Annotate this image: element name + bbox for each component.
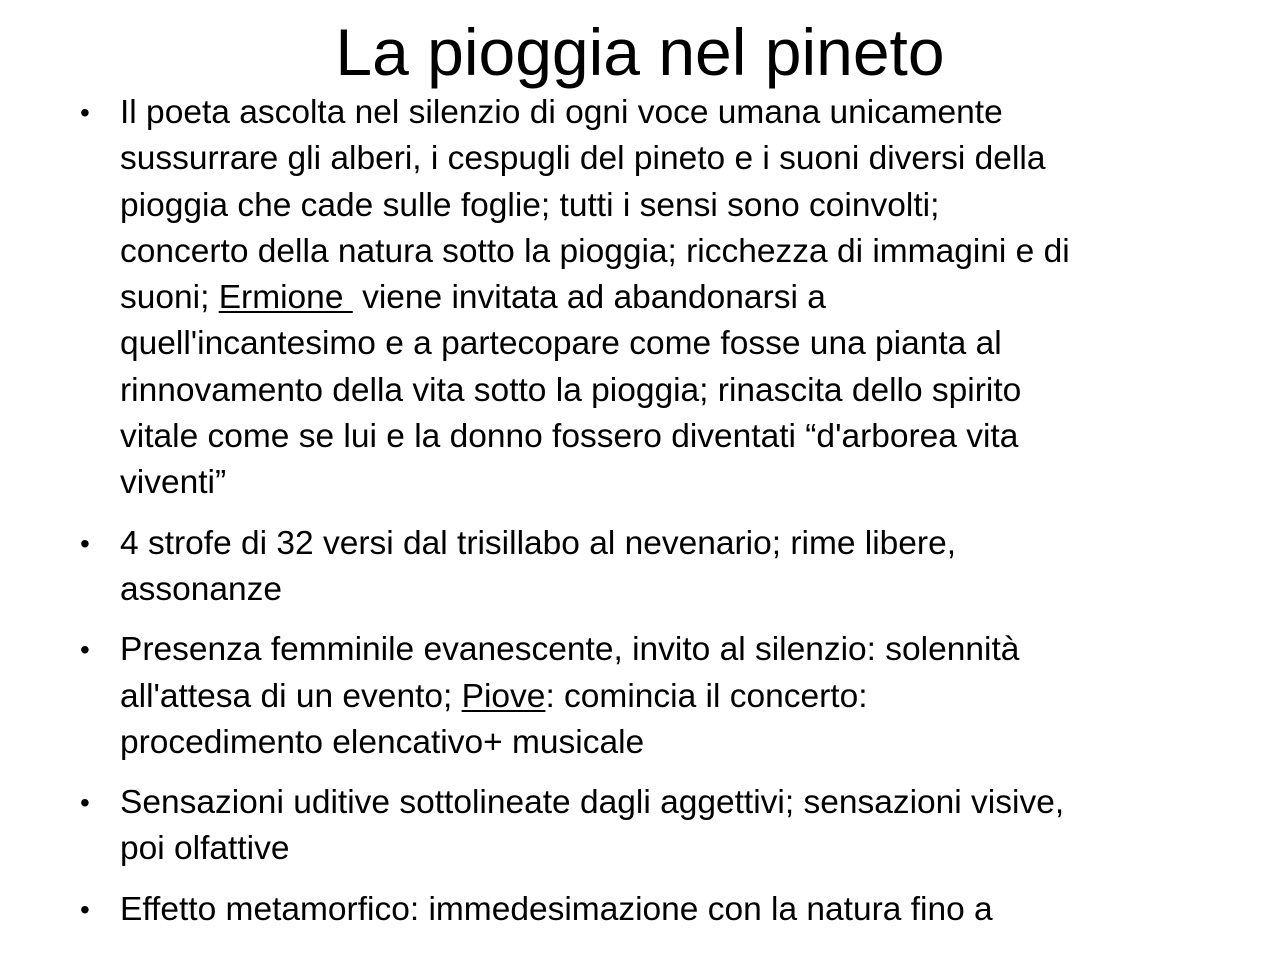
bullet-text — [120, 627, 1280, 766]
text-line: sussurrare gli alberi, i cespugli del pineto e i suoni diversi della — [120, 140, 1046, 178]
text-line: all'attesa di un evento; Piove: comincia il concerto: — [120, 677, 868, 715]
bullet-text — [120, 780, 1280, 873]
text-line: concerto della natura sotto la pioggia; ricchezza di immagini e di — [120, 232, 1070, 270]
text-line: procedimento elencativo+ musicale — [120, 723, 645, 761]
bullet-dot-icon: • — [80, 527, 90, 559]
bullet-list — [0, 90, 1280, 947]
text-line: 4 strofe di 32 versi dal trisillabo al nevenario; rime libere, — [120, 524, 957, 562]
text-line: Effetto metamorfico: immedesimazione con la natura fino a — [120, 890, 993, 928]
text-line: suoni; Ermione viene invitata ad abandonarsi a — [120, 279, 826, 317]
bullet-dot-icon: • — [80, 97, 90, 128]
bullet-item-2 — [0, 521, 1280, 614]
bullet-text — [120, 90, 1280, 507]
text-line: viventi” — [120, 464, 227, 502]
bullet-item-1 — [0, 90, 1280, 507]
underlined-term-ermione: Ermione — [218, 279, 353, 317]
text-line: Sensazioni uditive sottolineate dagli aggettivi; sensazioni visive, — [120, 784, 1065, 822]
text-line: quell'incantesimo e a partecopare come fosse una pianta al — [120, 325, 1002, 363]
text-line: pioggia che cade sulle foglie; tutti i sensi sono coinvolti; — [120, 186, 940, 224]
bullet-text — [120, 887, 1280, 933]
bullet-text — [120, 521, 1280, 614]
bullet-dot-icon: • — [80, 787, 90, 819]
text-line: assonanze — [120, 570, 283, 608]
bullet-dot-icon: • — [80, 634, 90, 666]
text-line: poi olfattive — [120, 830, 290, 868]
underlined-term-piove: Piove — [461, 677, 546, 715]
bullet-item-3 — [0, 627, 1280, 766]
text-line: rinnovamento della vita sotto la pioggia; rinascita dello spirito — [120, 371, 1022, 409]
bullet-item-5 — [0, 887, 1280, 933]
text-line: Presenza femminile evanescente, invito al silenzio: solennità — [120, 631, 1020, 669]
text-line: vitale come se lui e la donno fossero diventati “d'arborea vita — [120, 418, 1019, 456]
bullet-dot-icon: • — [80, 893, 90, 925]
text-line: Il poeta ascolta nel silenzio di ogni voce umana unicamente — [120, 94, 1003, 131]
bullet-item-4 — [0, 780, 1280, 873]
slide-title: La pioggia nel pineto — [335, 15, 945, 89]
